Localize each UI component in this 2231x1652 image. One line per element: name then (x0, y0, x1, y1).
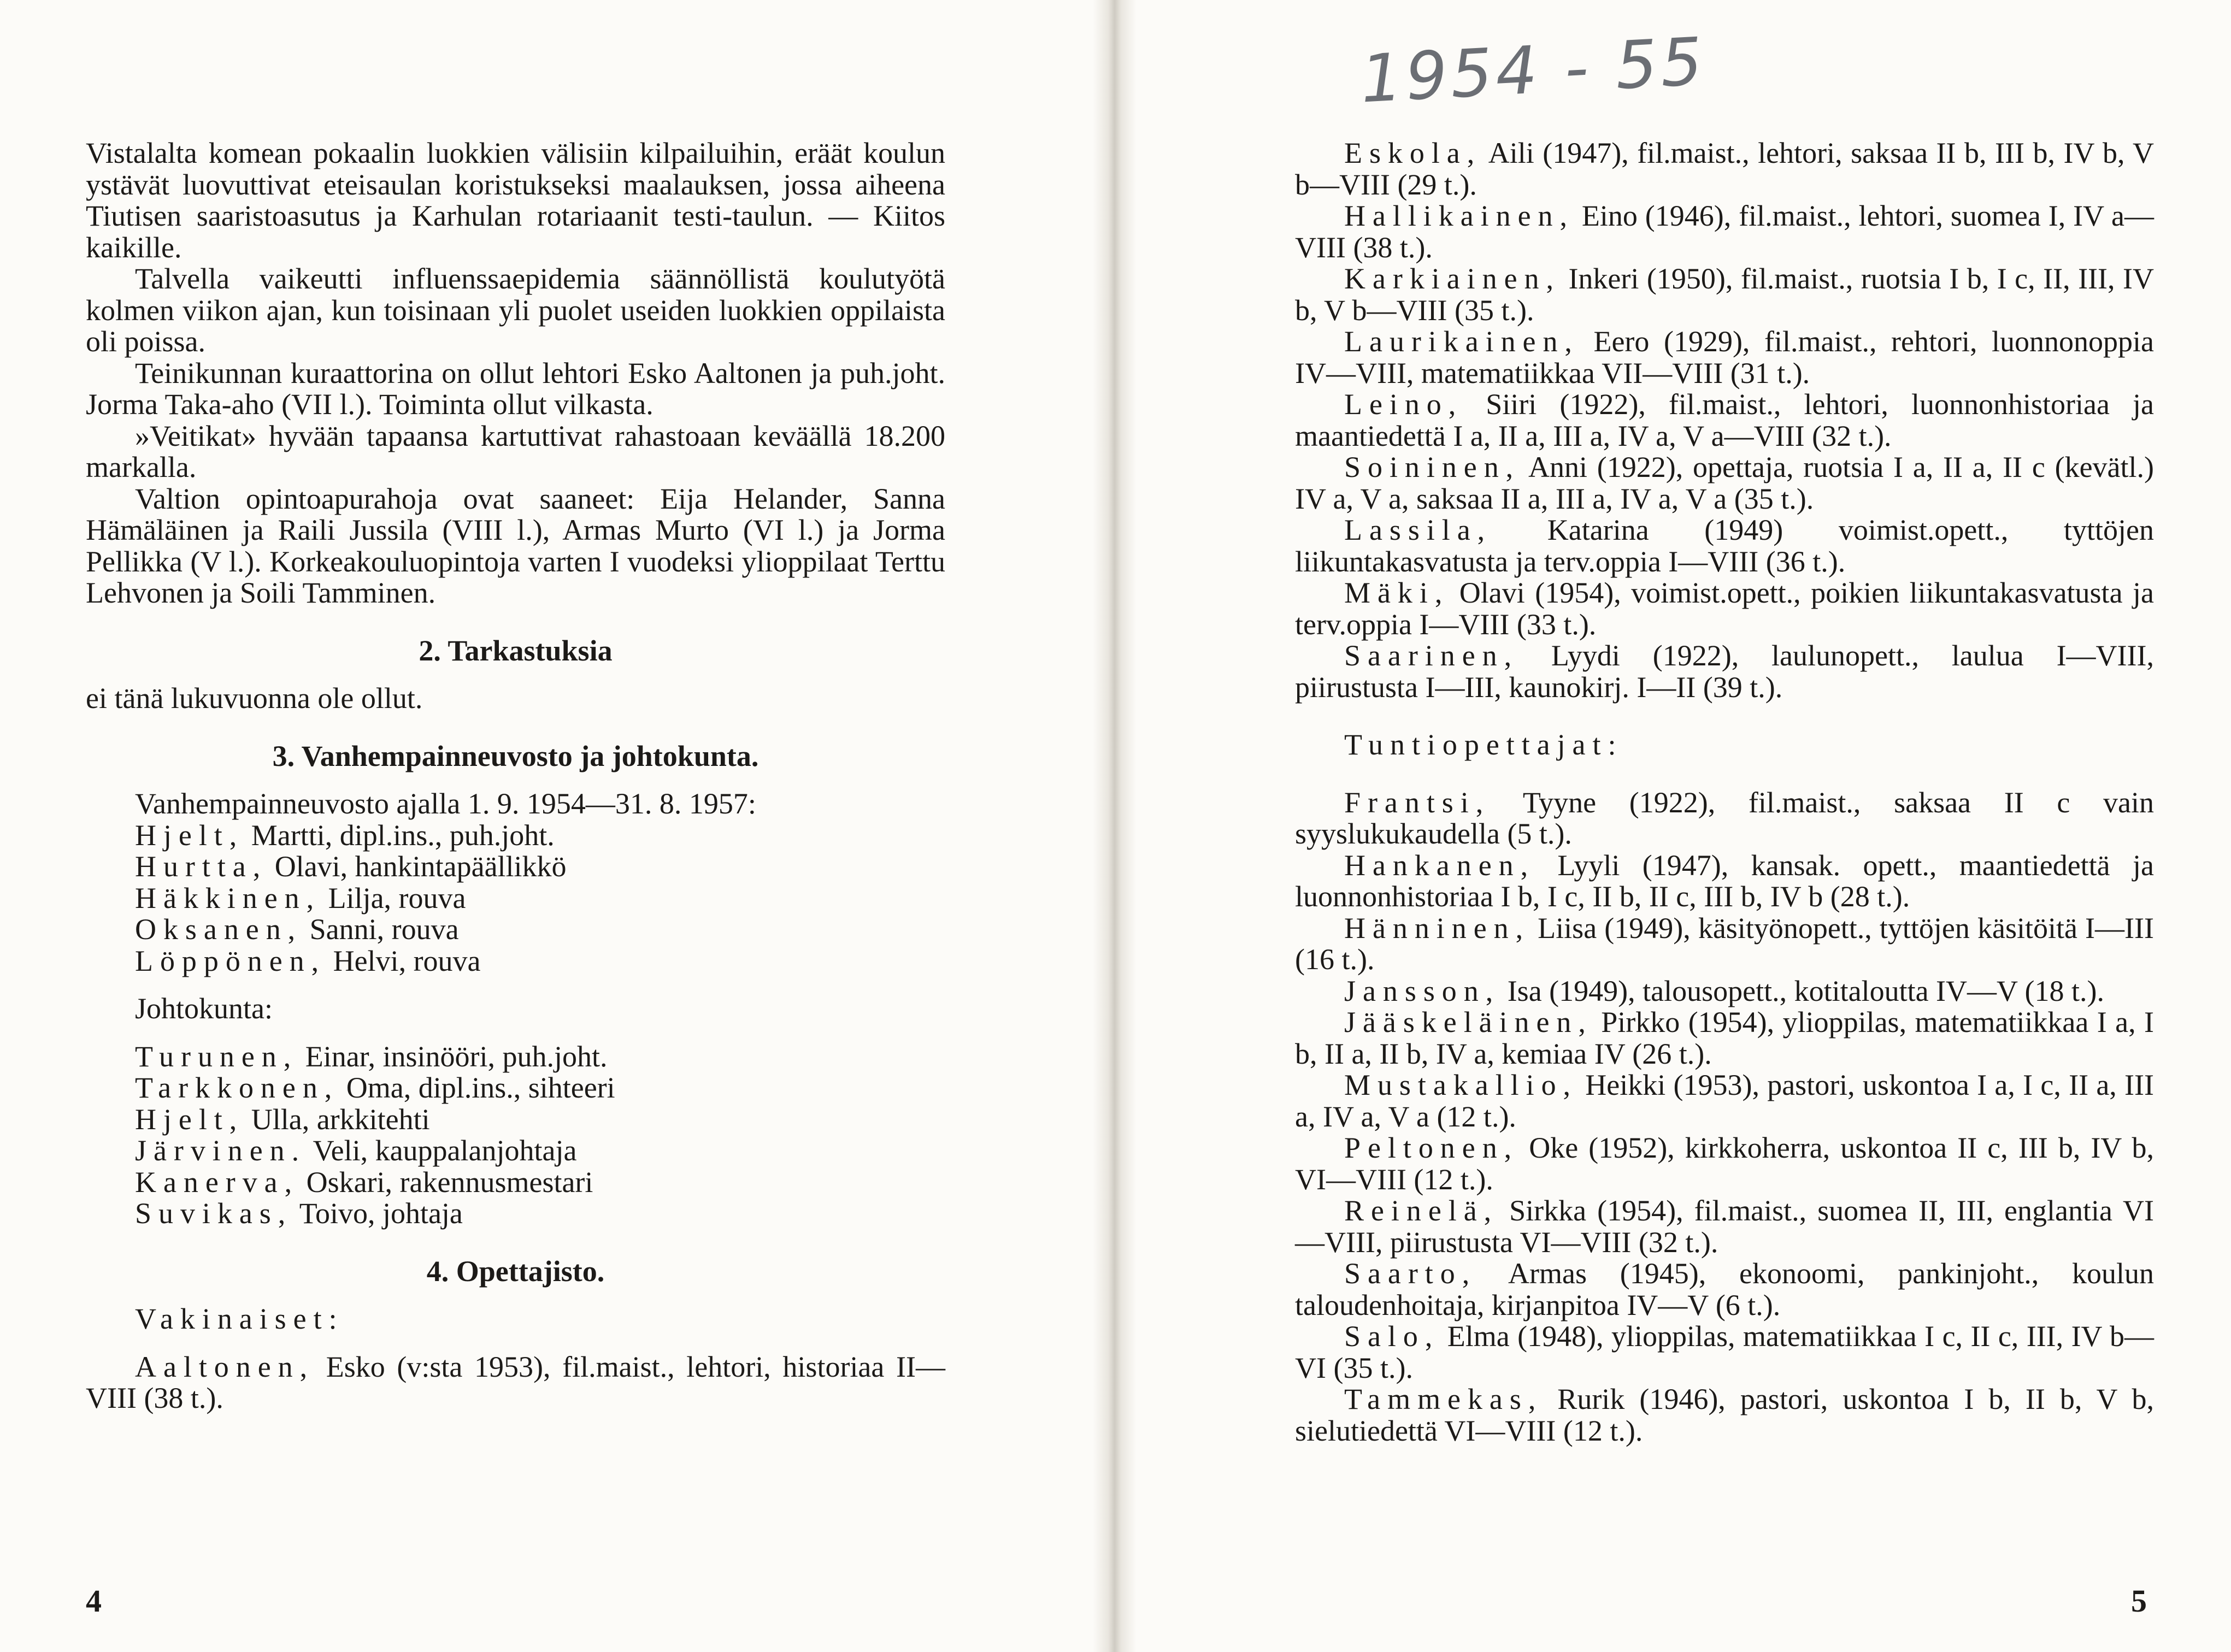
teacher-entry: Hankanen, Lyyli (1947), kansak. opett., maantiedettä ja luonnonhistoriaa I b, I c, II b, II c, III b, IV b (28 t.). (1295, 848, 2154, 913)
teacher-entry: Eskola, Aili (1947), fil.maist., lehtori, saksaa II b, III b, IV b, V b—VIII (29 t.). (1295, 137, 2154, 201)
board-member: Järvinen. Veli, kauppalanjohtaja (135, 1134, 577, 1167)
page-number-right: 5 (2131, 1583, 2147, 1619)
hourly-teachers-label: Tuntiopettajat: (1344, 728, 1623, 761)
board-member: Suvikas, Toivo, johtaja (135, 1197, 463, 1230)
permanent-teachers-list (1295, 138, 2154, 703)
teacher-entry: Saarinen, Lyydi (1922), laulunopett., laulua I—VIII, piirustusta I—III, kaunokirj. I—II (39 t.). (1295, 639, 2154, 704)
teacher-entry: Hallikainen, Eino (1946), fil.maist., lehtori, suomea I, IV a—VIII (38 t.). (1295, 199, 2154, 264)
teacher-entry: Hänninen, Liisa (1949), käsityönopett., tyttöjen käsitöitä I—III (16 t.). (1295, 911, 2154, 976)
section-heading-inspections: 2. Tarkastuksia (419, 634, 613, 667)
paragraph-curator: Teinikunnan kuraattorina on ollut lehtori Esko Aaltonen ja puh.joht. Jorma Taka-aho (VII l.). Toiminta ollut vilkasta. (86, 356, 945, 421)
council-member: Hurtta, Olavi, hankintapäällikkö (135, 850, 567, 883)
teacher-entry: Mustakallio, Heikki (1953), pastori, uskontoa I a, I c, II a, III a, IV a, V a (12 t.). (1295, 1069, 2154, 1133)
teacher-entry: Mäki, Olavi (1954), voimist.opett., poikien liikuntakasvatusta ja terv.oppia I—VIII (33 t.). (1295, 576, 2154, 641)
teacher-entry: Tammekas, Rurik (1946), pastori, uskontoa I b, II b, V b, sielutiedettä VI—VIII (12 t.). (1295, 1383, 2154, 1447)
board-label: Johtokunta: (135, 992, 273, 1025)
inspections-text: ei tänä lukuvuonna ole ollut. (86, 682, 423, 715)
teacher-entry: Laurikainen, Eero (1929), fil.maist., rehtori, luonnonoppia IV—VIII, matematiikkaa VII—VIII (31 t.). (1295, 325, 2154, 390)
board-member: Kanerva, Oskari, rakennusmestari (135, 1165, 593, 1199)
teacher-entry: Aaltonen, Esko (v:sta 1953), fil.maist., lehtori, historiaa II—VIII (38 t.). (86, 1350, 945, 1414)
permanent-teachers-label: Vakinaiset: (135, 1302, 344, 1335)
council-member: Löppönen, Helvi, rouva (135, 944, 481, 977)
council-member: Oksanen, Sanni, rouva (135, 913, 459, 946)
page-number-left: 4 (86, 1583, 102, 1619)
paragraph-trophy: Vistalalta komean pokaalin luokkien välisiin kilpailuihin, eräät koulun ystävät luovuttivat eteisaulan koristukseksi maalauksen, jossa aiheena Tiutisen saaristoasutus ja Karhulan rotariaanit testi-taulun. — Kiitos kaikille. (86, 137, 945, 264)
teacher-entry: Lassila, Katarina (1949) voimist.opett., tyttöjen liikuntakasvatusta ja terv.oppia I—VIII (36 t.). (1295, 514, 2154, 578)
council-members (86, 820, 945, 977)
hourly-teachers-list (1295, 787, 2154, 1447)
right-page (1115, 0, 2231, 1652)
board-member: Tarkkonen, Oma, dipl.ins., sihteeri (135, 1071, 615, 1104)
left-page (0, 0, 1115, 1652)
handwritten-year-note: 1954 - 55 (1358, 23, 1708, 118)
section-heading-teachers: 4. Opettajisto. (426, 1254, 605, 1288)
teacher-entry: Frantsi, Tyyne (1922), fil.maist., saksaa II c vain syyslukukaudella (5 t.). (1295, 786, 2154, 850)
council-member: Häkkinen, Lilja, rouva (135, 881, 466, 914)
board-members (86, 1041, 945, 1230)
teacher-entry: Reinelä, Sirkka (1954), fil.maist., suomea II, III, englantia VI—VIII, piirustusta VI—VIII (32 t.). (1295, 1194, 2154, 1259)
teacher-entry: Peltonen, Oke (1952), kirkkoherra, uskontoa II c, III b, IV b, VI—VIII (12 t.). (1295, 1131, 2154, 1196)
teacher-entry: Leino, Siiri (1922), fil.maist., lehtori, luonnonhistoriaa ja maantiedettä I a, II a, III a, IV a, V a—VIII (32 t.). (1295, 388, 2154, 452)
council-member: Hjelt, Martti, dipl.ins., puh.joht. (135, 818, 555, 852)
board-member: Turunen, Einar, insinööri, puh.joht. (135, 1040, 608, 1073)
left-page-text (86, 138, 945, 1414)
teacher-entry: Karkiainen, Inkeri (1950), fil.maist., ruotsia I b, I c, II, III, IV b, V b—VIII (35 t.). (1295, 262, 2154, 327)
book-gutter (1093, 0, 1137, 1652)
teacher-entry: Saarto, Armas (1945), ekonoomi, pankinjoht., koulun taloudenhoitaja, kirjanpitoa IV—V (6 t.). (1295, 1257, 2154, 1321)
council-intro: Vanhempainneuvosto ajalla 1. 9. 1954—31. 8. 1957: (135, 787, 756, 820)
teacher-entry: Jääskeläinen, Pirkko (1954), ylioppilas, matematiikkaa I a, I b, II a, II b, IV a, kemiaa IV (26 t.). (1295, 1006, 2154, 1070)
right-page-text (1295, 138, 2154, 1447)
teacher-entry: Soininen, Anni (1922), opettaja, ruotsia I a, II a, II c (kevätl.) IV a, V a, saksaa II a, III a, IV a, V a (35 t.). (1295, 451, 2154, 515)
paragraph-scholarships: Valtion opintoapurahoja ovat saaneet: Eija Helander, Sanna Hämäläinen ja Raili Jussila (VIII l.), Armas Murto (VI l.) ja Jorma Pellikka (V l.). Korkeakouluopintoja varten I vuodeksi ylioppilaat Terttu Lehvonen ja Soili Tamminen. (86, 482, 945, 609)
teacher-entry: Salo, Elma (1948), ylioppilas, matematiikkaa I c, II c, III, IV b—VI (35 t.). (1295, 1320, 2154, 1384)
paragraph-veitikat: »Veitikat» hyvään tapaansa kartuttivat rahastoaan keväällä 18.200 markalla. (86, 419, 945, 483)
section-heading-council: 3. Vanhempainneuvosto ja johtokunta. (272, 739, 759, 772)
paragraph-influenza: Talvella vaikeutti influenssaepidemia säännöllistä koulutyötä kolmen viikon ajan, kun toisinaan yli puolet useiden luokkien oppilaista oli poissa. (86, 262, 945, 358)
teacher-entry: Jansson, Isa (1949), talousopett., kotitaloutta IV—V (18 t.). (1344, 974, 2105, 1007)
board-member: Hjelt, Ulla, arkkitehti (135, 1102, 430, 1136)
